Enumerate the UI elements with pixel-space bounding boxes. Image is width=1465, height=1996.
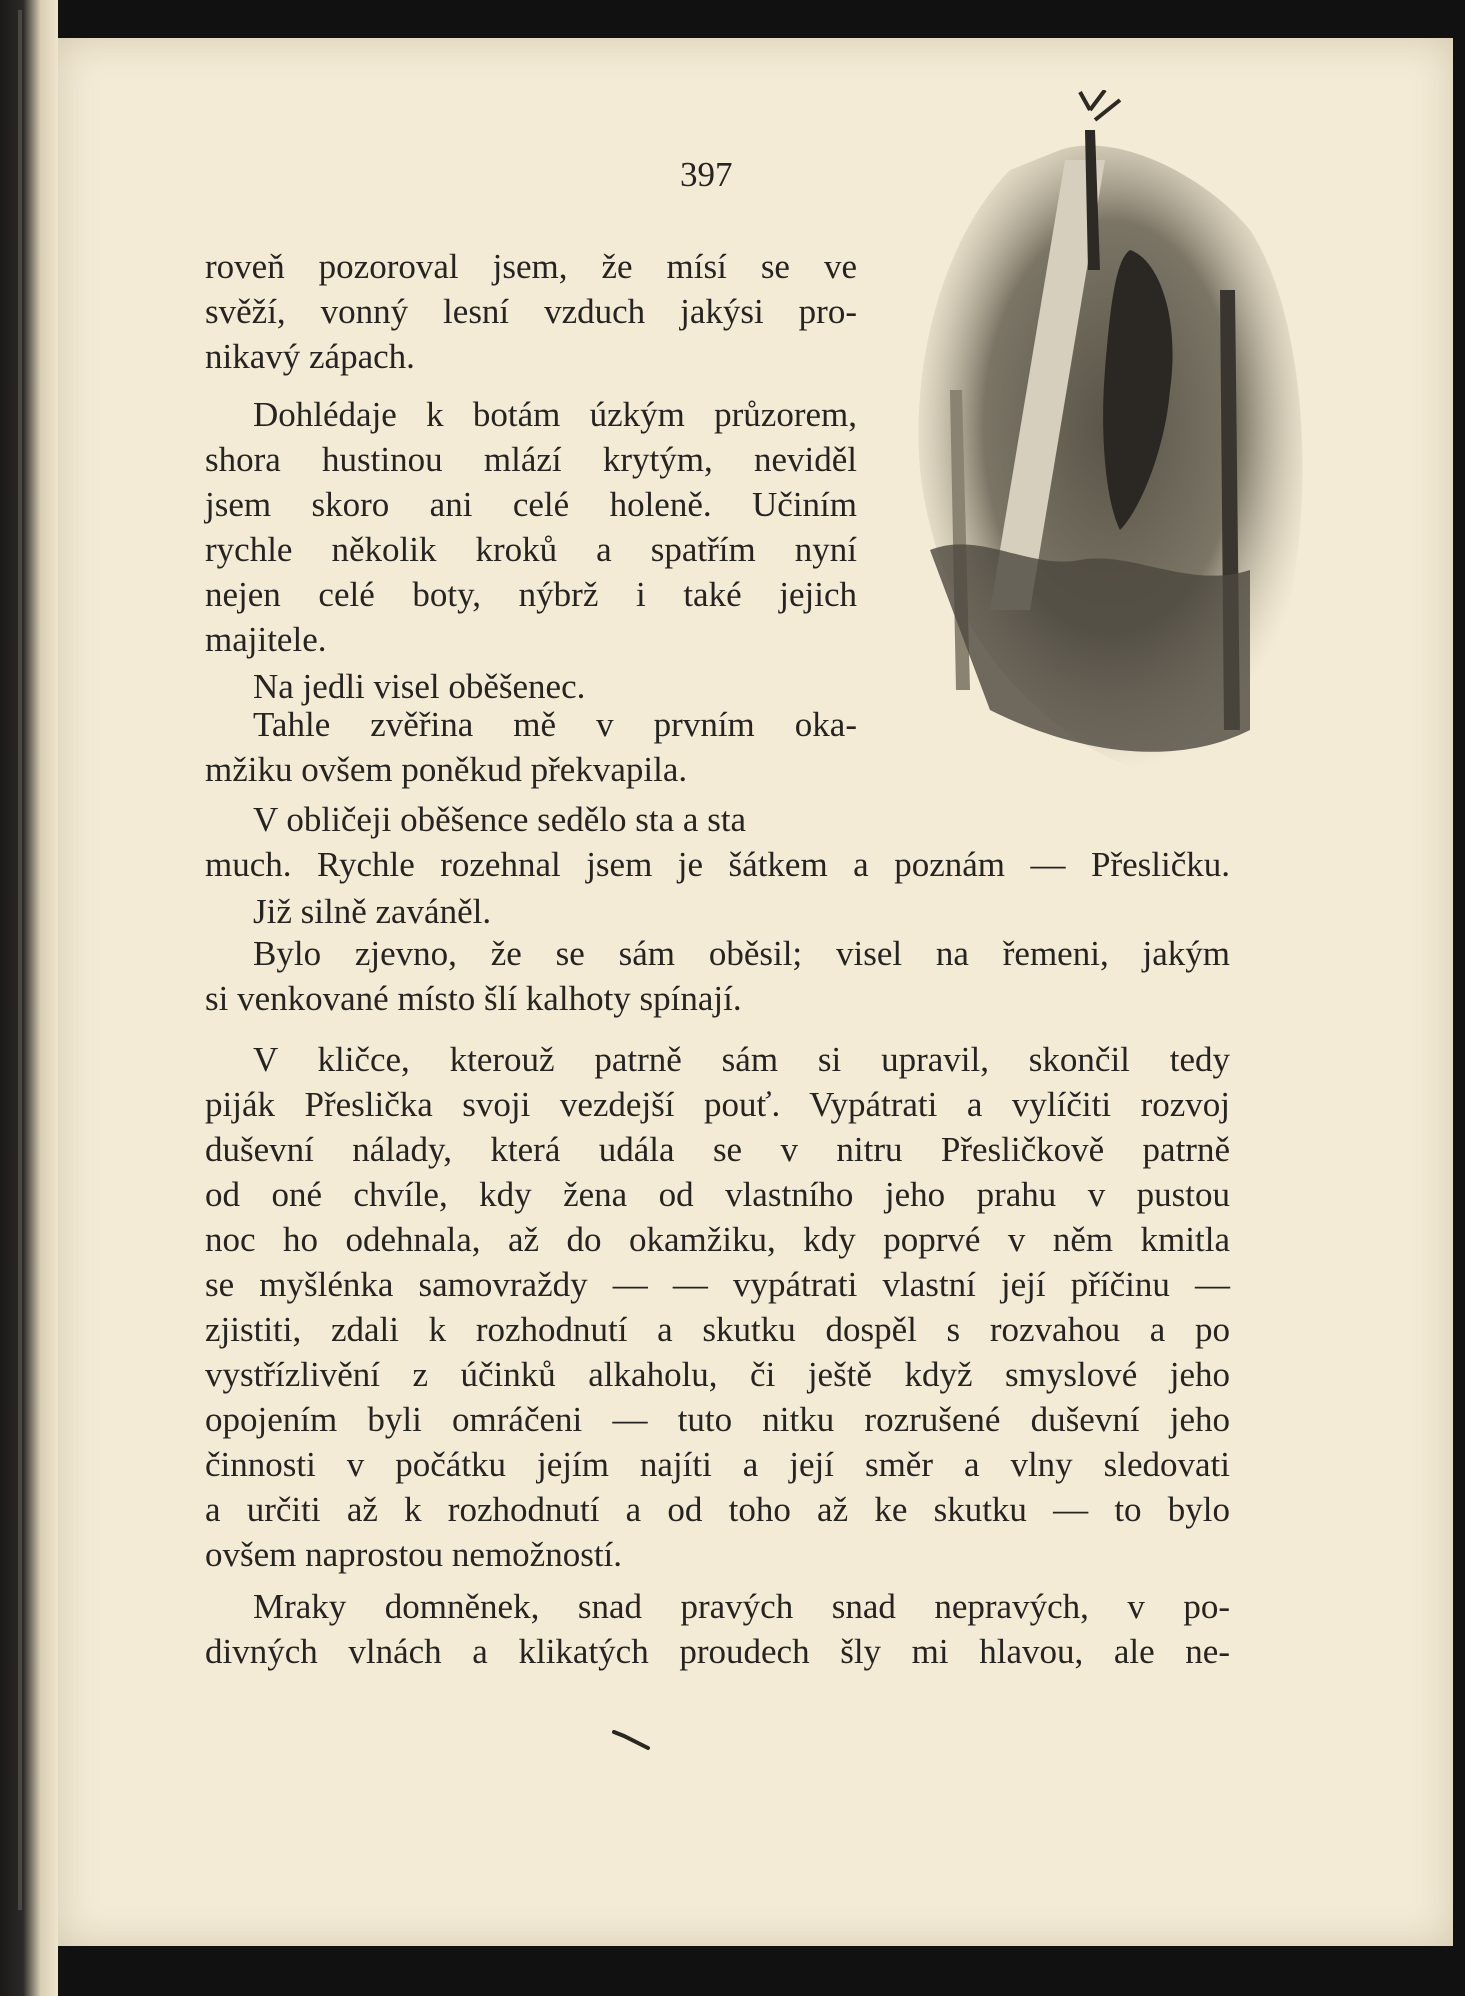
printer-mark-icon (612, 1728, 652, 1752)
text-line: V kličce, kterouž patrně sám si upravil, skončil tedy (253, 1040, 1230, 1079)
text-line: Bylo zjevno, že se sám oběsil; visel na řemeni, jakým (253, 934, 1230, 973)
paragraph-5 (205, 797, 1230, 887)
text-line: si venkované místo šlí kalhoty spínají. (205, 979, 742, 1018)
text-line: nejen celé boty, nýbrž i také jejich (205, 575, 857, 614)
text-line: piják Přeslička svoji vezdejší pouť. Vypátrati a vylíčiti rozvoj (205, 1085, 1230, 1124)
text-line: opojením byli omráčeni — tuto nitku rozrušené duševní jeho (205, 1400, 1230, 1439)
text-line: činnosti v počátku jejím najíti a její směr a vlny sledovati (205, 1445, 1230, 1484)
binding-edge (18, 10, 22, 1910)
text-line: much. Rychle rozehnal jsem je šátkem a poznám — Přesličku. (205, 845, 1230, 884)
forest-illustration (890, 90, 1320, 795)
text-line: divných vlnách a klikatých proudech šly mi hlavou, ale ne- (205, 1632, 1230, 1671)
paragraph-6 (205, 889, 1230, 934)
text-line: zjistiti, zdali k rozhodnutí a skutku dospěl s rozvahou a po (205, 1310, 1230, 1349)
text-line: od oné chvíle, kdy žena od vlastního jeho prahu v pustou (205, 1175, 1230, 1214)
text-line: nikavý zápach. (205, 337, 415, 376)
text-line: Na jedli visel oběšenec. (253, 667, 586, 706)
paragraph-8 (205, 1037, 1230, 1577)
text-line: V obličeji oběšence sedělo sta a sta (253, 800, 747, 839)
text-line: Mraky domněnek, snad pravých snad nepravých, v po- (253, 1587, 1230, 1626)
text-line: vystřízlivění z účinků alkaholu, či ještě když smyslové jeho (205, 1355, 1230, 1394)
page-number: 397 (680, 155, 733, 194)
text-line: rychle několik kroků a spatřím nyní (205, 530, 857, 569)
paragraph-4 (205, 702, 857, 792)
text-line: ovšem naprostou nemožností. (205, 1535, 623, 1574)
text-line: a určiti až k rozhodnutí a od toho až ke skutku — to bylo (205, 1490, 1230, 1529)
paragraph-1 (205, 244, 857, 379)
paragraph-9 (205, 1584, 1230, 1674)
text-line: jsem skoro ani celé holeně. Učiním (205, 485, 857, 524)
text-line: Tahle zvěřina mě v prvním oka- (253, 705, 857, 744)
text-line: se myšlénka samovraždy — — vypátrati vlastní její příčinu — (205, 1265, 1230, 1304)
text-line: majitele. (205, 620, 327, 659)
paragraph-2 (205, 392, 857, 662)
book-gutter (0, 0, 58, 1996)
text-line: duševní nálady, která udála se v nitru Přesličkově patrně (205, 1130, 1230, 1169)
text-line: mžiku ovšem poněkud překvapila. (205, 750, 688, 789)
text-line: noc ho odehnala, až do okamžiku, kdy poprvé v něm kmitla (205, 1220, 1230, 1259)
text-line: Dohlédaje k botám úzkým průzorem, (253, 395, 857, 434)
text-line: svěží, vonný lesní vzduch jakýsi pro- (205, 292, 857, 331)
text-line: roveň pozoroval jsem, že mísí se ve (205, 247, 857, 286)
paragraph-7 (205, 931, 1230, 1021)
text-line: Již silně zaváněl. (253, 892, 492, 931)
text-line: shora hustinou mlází krytým, neviděl (205, 440, 857, 479)
